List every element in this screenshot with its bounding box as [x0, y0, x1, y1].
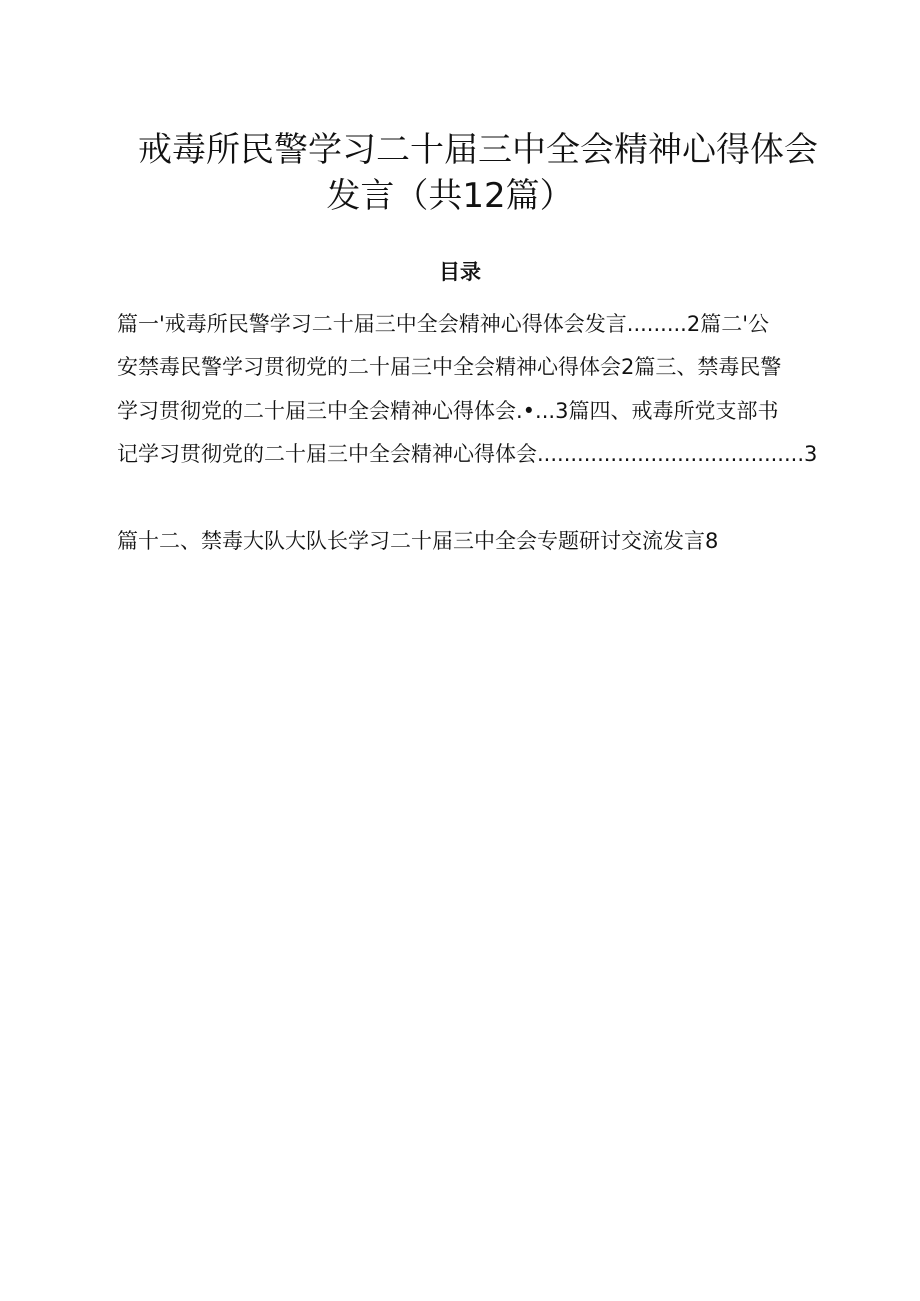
toc-line[interactable]: 记学习贯彻党的二十届三中全会精神心得体会........................................3	[117, 442, 818, 466]
toc-line[interactable]: 学习贯彻党的二十届三中全会精神心得体会.•...3篇四、戒毒所党支部书	[117, 399, 779, 423]
toc-heading: 目录	[439, 260, 481, 284]
toc-line[interactable]: 安禁毒民警学习贯彻党的二十届三中全会精神心得体会2篇三、禁毒民警	[117, 355, 782, 379]
toc-line[interactable]: 篇一'戒毒所民警学习二十届三中全会精神心得体会发言.........2篇二'公	[117, 312, 769, 336]
document-title-line-2: 发言（共12篇）	[326, 176, 574, 216]
document-title-line-1: 戒毒所民警学习二十届三中全会精神心得体会	[138, 130, 818, 170]
toc-line[interactable]: 篇十二、禁毒大队大队长学习二十届三中全会专题研讨交流发言8	[117, 529, 719, 553]
